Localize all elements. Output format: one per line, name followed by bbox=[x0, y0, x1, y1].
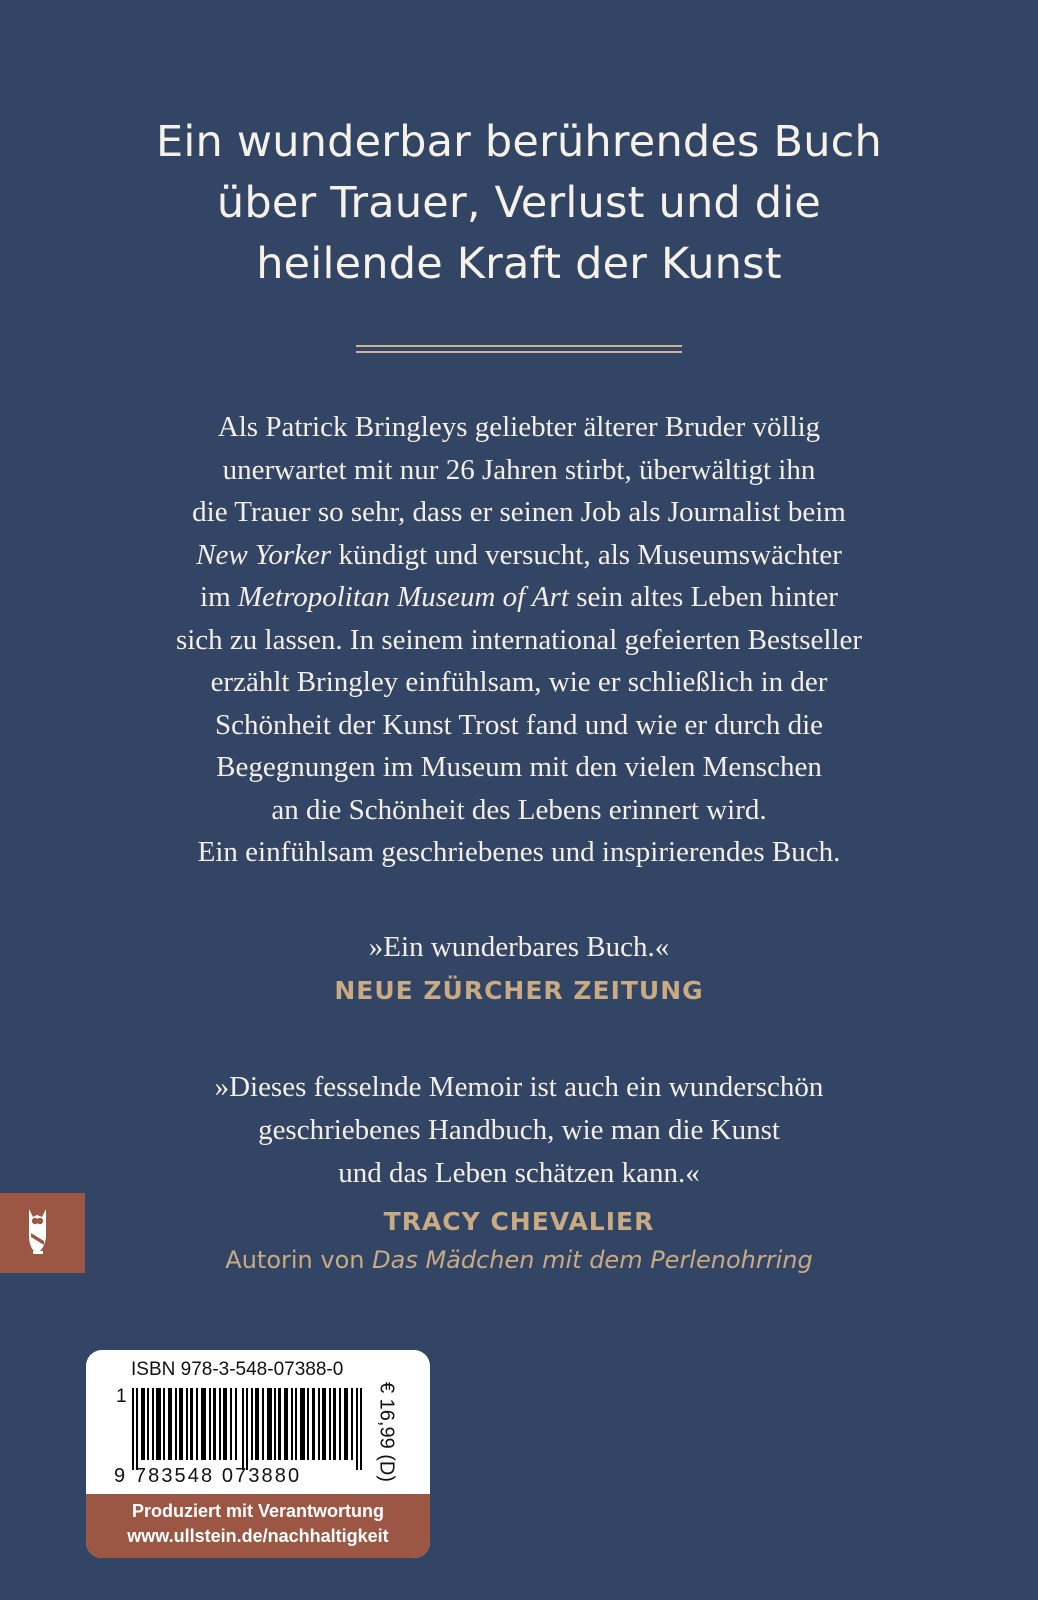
review-quote-line: und das Leben schätzen kann.« bbox=[338, 1157, 700, 1189]
sustainability-note bbox=[86, 1494, 430, 1558]
headline bbox=[0, 112, 1038, 295]
review-quote-line: geschriebenes Handbuch, wie man die Kunst bbox=[258, 1114, 780, 1146]
blurb-line: Als Patrick Bringleys geliebter älterer Bruder völlig bbox=[217, 411, 821, 443]
review-source: TRACY CHEVALIER bbox=[383, 1207, 655, 1236]
review-source-text: Autorin von bbox=[225, 1246, 373, 1274]
sustainability-line: Produziert mit Verantwortung bbox=[131, 1501, 385, 1521]
sustainability-link: www.ullstein.de/nachhaltigkeit bbox=[127, 1526, 389, 1546]
blurb-line: erzählt Bringley einfühlsam, wie er schließlich in der bbox=[210, 666, 828, 698]
barcode-digits: 9 783548 073880 bbox=[114, 1465, 302, 1487]
publisher-logo bbox=[0, 1193, 85, 1273]
museum-name: Metropolitan Museum of Art bbox=[237, 581, 569, 613]
blurb-line: die Trauer so sehr, dass er seinen Job als Journalist beim bbox=[192, 496, 846, 528]
isbn: ISBN 978-3-548-07388-0 bbox=[131, 1359, 344, 1380]
blurb-line: Begegnungen im Museum mit den vielen Menschen bbox=[216, 751, 822, 783]
blurb-text: im bbox=[200, 581, 238, 613]
review-quote-line: »Dieses fesselnde Memoir ist auch ein wunderschön bbox=[214, 1071, 824, 1103]
novel-title: Das Mädchen mit dem Perlenohrring bbox=[372, 1246, 813, 1274]
blurb-line: unerwartet mit nur 26 Jahren stirbt, überwältigt ihn bbox=[222, 453, 816, 486]
barcode-label bbox=[86, 1350, 430, 1558]
blurb-line: Ein einfühlsam geschriebenes und inspirierendes Buch. bbox=[197, 836, 841, 868]
review-quote: »Ein wunderbares Buch.« bbox=[368, 931, 670, 963]
headline-line: über Trauer, Verlust und die bbox=[216, 178, 822, 228]
blurb-text: kündigt und versucht, als Museumswächter bbox=[331, 538, 842, 571]
blurb-line: sich zu lassen. In seinem international gefeierten Bestseller bbox=[175, 623, 863, 656]
headline-line: heilende Kraft der Kunst bbox=[256, 239, 782, 289]
divider bbox=[356, 345, 682, 353]
barcode-lead-digit: 1 bbox=[116, 1386, 127, 1407]
blurb-line: an die Schönheit des Lebens erinnert wird. bbox=[271, 793, 767, 826]
review-source: NEUE ZÜRCHER ZEITUNG bbox=[334, 976, 704, 1005]
price: € 16,99 (D) bbox=[375, 1381, 398, 1483]
blurb-text: sein altes Leben hinter bbox=[568, 581, 838, 613]
divider-line bbox=[356, 345, 682, 347]
blurb bbox=[0, 406, 1038, 874]
blurb-line: Schönheit der Kunst Trost fand und wie er durch die bbox=[214, 708, 824, 741]
blurb-line bbox=[0, 534, 1038, 577]
blurb-line bbox=[0, 576, 1038, 619]
divider-line bbox=[356, 351, 682, 353]
review-source-subtitle bbox=[0, 1246, 1038, 1274]
headline-line: Ein wunderbar berührendes Buch bbox=[156, 117, 882, 167]
review-quote bbox=[0, 1066, 1038, 1195]
barcode bbox=[132, 1388, 368, 1470]
owl-icon bbox=[0, 1193, 85, 1273]
magazine-title: New Yorker bbox=[196, 538, 332, 571]
